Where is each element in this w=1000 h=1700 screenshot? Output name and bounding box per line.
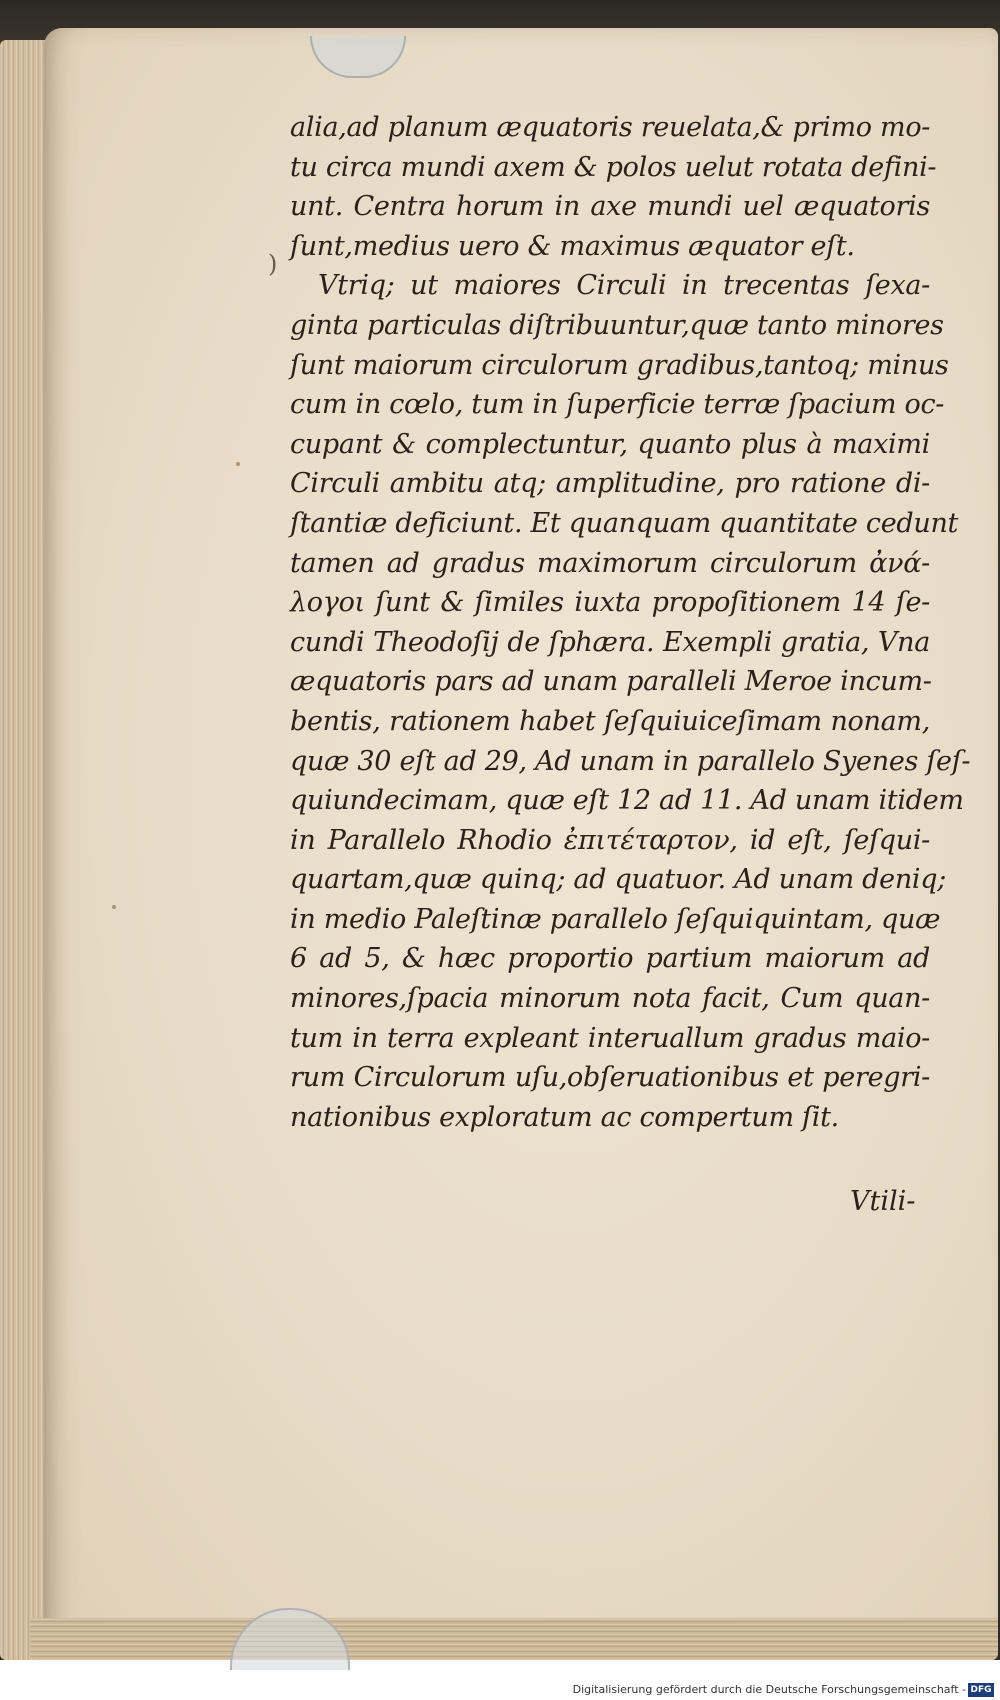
- text-line: tum in terra expleant interuallum gradus maio-: [290, 1022, 930, 1054]
- catchword: Vtili-: [850, 1186, 916, 1217]
- body-text: [290, 108, 971, 1137]
- paper-speck: [236, 462, 240, 466]
- text-line: nationibus exploratum ac compertum ſit.: [290, 1101, 839, 1133]
- margin-mark: ): [268, 250, 278, 278]
- paper-speck: [112, 905, 116, 909]
- dfg-logo-icon: DFG: [968, 1683, 994, 1697]
- text-line: cum in cœlo, tum in ſuperficie terræ ſpacium oc-: [290, 389, 945, 421]
- text-line: 6 ad 5, & hæc proportio partium maiorum ad: [290, 943, 930, 975]
- text-line: alia,ad planum æquatoris reuelata,& primo mo-: [290, 112, 931, 143]
- text-line: quiundecimam, quæ eſt 12 ad 11. Ad unam itidem: [290, 785, 964, 817]
- page-stack-bottom: [30, 1618, 998, 1660]
- text-line: quartam,quæ quinq; ad quatuor. Ad unam deniq;: [290, 864, 947, 896]
- text-line: tu circa mundi axem & polos uelut rotata defini-: [290, 151, 937, 183]
- text-line: quæ 30 eſt ad 29, Ad unam in parallelo Syenes ſeſ-: [290, 745, 971, 777]
- text-line: minores,ſpacia minorum nota facit, Cum quan-: [290, 983, 930, 1015]
- text-line: Circuli ambitu atq; amplitudine, pro ratione di-: [290, 468, 930, 500]
- text-line: in medio Paleſtinæ parallelo ſeſquiquintam, quæ: [290, 903, 941, 935]
- text-line: in Parallelo Rhodio ἐπιτέταρτον, id eſt, ſeſqui-: [290, 824, 930, 856]
- text-line: unt. Centra horum in axe mundi uel æquatoris: [290, 191, 930, 223]
- text-line: æquatoris pars ad unam paralleli Meroe incum-: [290, 666, 932, 698]
- digitization-credit: Digitalisierung gefördert durch die Deutsche Forschungsgemeinschaft -: [572, 1683, 966, 1696]
- text-line: Vtriq; ut maiores Circuli in trecentas ſexa-: [318, 270, 930, 302]
- text-line: cupant & complectuntur, quanto plus à maximi: [290, 428, 930, 460]
- text-line: cundi Theodoſij de ſphæra. Exempli gratia, Vna: [290, 626, 930, 658]
- text-line: rum Circulorum uſu,obſeruationibus et peregri-: [290, 1062, 930, 1094]
- text-line: ſunt maiorum circulorum gradibus,tantoq; minus: [290, 349, 949, 381]
- text-line: λογοι ſunt & ſimiles iuxta propoſitionem 14 ſe-: [290, 587, 930, 619]
- text-line: tamen ad gradus maximorum circulorum ἀνά-: [290, 547, 930, 579]
- text-line: ſtantiæ deficiunt. Et quanquam quantitate cedunt: [290, 507, 959, 539]
- text-line: ginta particulas diſtribuuntur,quæ tanto minores: [290, 309, 944, 341]
- text-line: ſunt,medius uero & maximus æquator eſt.: [290, 230, 855, 262]
- text-line: bentis, rationem habet ſeſquiuiceſimam nonam,: [290, 705, 930, 737]
